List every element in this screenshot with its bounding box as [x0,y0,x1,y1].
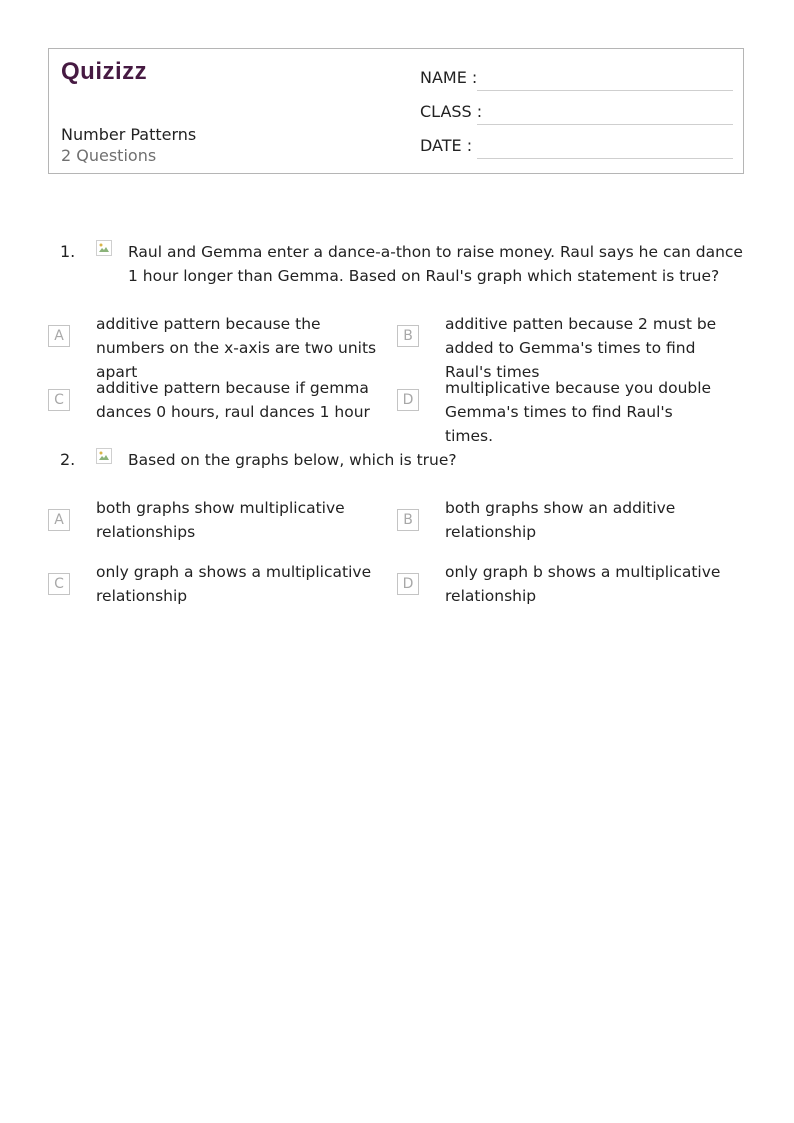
option-text: both graphs show multiplicative relationships [96,499,345,541]
name-field[interactable] [420,67,733,91]
broken-image-icon [96,240,112,256]
date-field[interactable] [420,135,733,159]
q1-option-a[interactable] [48,312,388,381]
q2-option-b[interactable] [397,496,737,546]
quizizz-logo [61,57,147,87]
option-text: only graph b shows a multiplicative relationship [445,563,721,605]
q2-option-a[interactable] [48,496,388,546]
option-letter-box[interactable]: A [48,509,70,531]
option-letter-box[interactable]: C [48,389,70,411]
date-label: DATE : [420,136,473,155]
option-letter-box[interactable]: D [397,573,419,595]
question-text: Based on the graphs below, which is true? [128,451,457,469]
name-line[interactable] [477,90,733,91]
broken-image-icon [96,448,112,464]
class-label: CLASS : [420,102,483,121]
logo-text: Quizizz [61,58,148,85]
option-text: only graph a shows a multiplicative relationship [96,563,372,605]
question-2 [48,448,748,474]
worksheet-header [48,48,744,174]
worksheet-title: Number Patterns [61,125,197,144]
name-label: NAME : [420,68,478,87]
q2-option-d[interactable] [397,560,737,610]
question-number: 1. [60,242,76,261]
date-line[interactable] [477,158,733,159]
option-letter-box[interactable]: B [397,325,419,347]
question-number: 2. [60,450,76,469]
question-1 [48,240,748,290]
option-text: both graphs show an additive relationship [445,499,676,541]
class-field[interactable] [420,101,733,125]
question-text: Raul and Gemma enter a dance-a-thon to raise money. Raul says he can dance 1 hour longer than Gemma. Based on Raul's graph which statement is true? [128,243,743,285]
q1-option-d[interactable] [397,376,737,445]
class-line[interactable] [477,124,733,125]
q1-option-b[interactable] [397,312,737,381]
option-text: additive pattern because the numbers on the x-axis are two units apart [96,315,377,381]
option-letter-box[interactable]: C [48,573,70,595]
question-count: 2 Questions [61,146,157,165]
option-text: multiplicative because you double Gemma's times to find Raul's times. [445,379,712,445]
option-letter-box[interactable]: A [48,325,70,347]
option-text: additive patten because 2 must be added to Gemma's times to find Raul's times [445,315,717,381]
q2-option-c[interactable] [48,560,388,610]
q1-option-c[interactable] [48,376,388,426]
option-letter-box[interactable]: B [397,509,419,531]
option-letter-box[interactable]: D [397,389,419,411]
option-text: additive pattern because if gemma dances 0 hours, raul dances 1 hour [96,379,370,421]
